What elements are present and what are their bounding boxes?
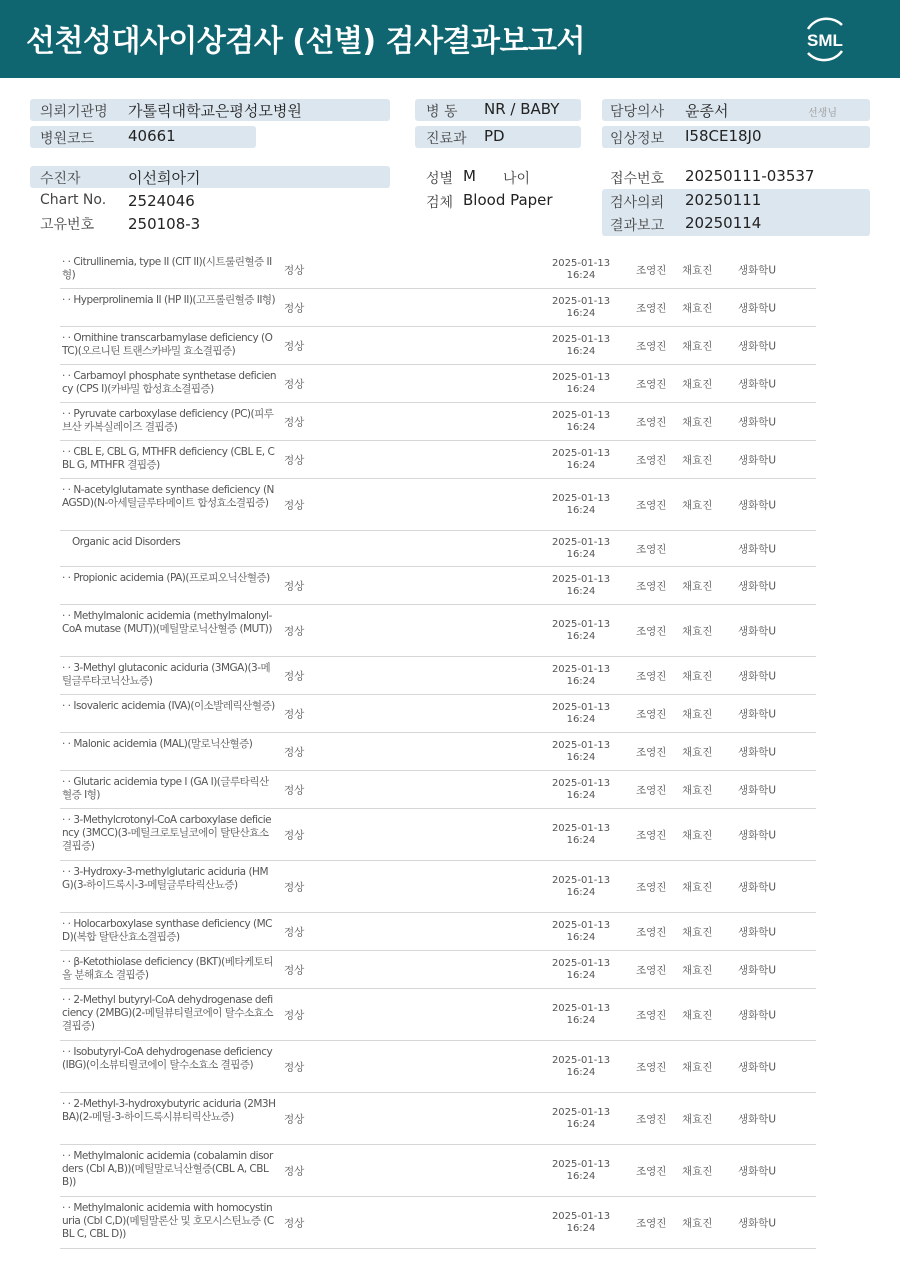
- test-result: 정상: [284, 1061, 305, 1073]
- test-time: 16:24: [566, 886, 596, 898]
- test-name: · · 3-Hydroxy-3-methylglutaric aciduria (HMG)(3-하이드록시-3-메틸글루타릭산뇨증): [62, 866, 269, 891]
- tester-name: 조영진: [636, 264, 667, 276]
- test-time: 16:24: [566, 789, 596, 801]
- test-datetime: [546, 574, 616, 598]
- test-datetime: [546, 493, 616, 517]
- verifier-name: 채효진: [682, 499, 713, 511]
- test-datetime: [546, 1055, 616, 1079]
- test-datetime: [546, 334, 616, 358]
- test-datetime: [546, 619, 616, 643]
- test-name: · · 3-Methylcrotonyl-CoA carboxylase deficiency (3MCC)(3-메틸크로토닐코에이 탈탄산효소 결핍증): [62, 814, 272, 852]
- test-date: 2025-01-13: [551, 822, 611, 834]
- lab-dept: 생화학U: [738, 926, 777, 938]
- tester-name: 조영진: [636, 378, 667, 390]
- test-result: 정상: [284, 926, 305, 938]
- table-row: [60, 531, 816, 567]
- test-time: 16:24: [566, 834, 596, 846]
- test-datetime: [546, 702, 616, 726]
- institution-value: 가톨릭대학교은평성모병원: [128, 102, 302, 120]
- test-result: 정상: [284, 340, 305, 352]
- test-date: 2025-01-13: [551, 957, 611, 969]
- test-result: 정상: [284, 670, 305, 682]
- verifier-name: 채효진: [682, 378, 713, 390]
- request-date-label: 검사의뢰: [610, 195, 665, 211]
- verifier-name: 채효진: [682, 1009, 713, 1021]
- hospital-code-value: 40661: [128, 127, 176, 145]
- tester-name: 조영진: [636, 1165, 667, 1177]
- tester-name: 조영진: [636, 416, 667, 428]
- tester-name: 조영진: [636, 340, 667, 352]
- test-result: 정상: [284, 708, 305, 720]
- table-row: [60, 567, 816, 605]
- unique-no-label: 고유번호: [40, 217, 95, 233]
- tester-name: 조영진: [636, 926, 667, 938]
- test-date: 2025-01-13: [551, 874, 611, 886]
- test-date: 2025-01-13: [551, 777, 611, 789]
- test-time: 16:24: [566, 585, 596, 597]
- report-date-value: 20250114: [685, 214, 762, 232]
- test-result: 정상: [284, 746, 305, 758]
- test-time: 16:24: [566, 751, 596, 763]
- test-time: 16:24: [566, 459, 596, 471]
- verifier-name: 채효진: [682, 416, 713, 428]
- lab-dept: 생화학U: [738, 964, 777, 976]
- table-row: [60, 1145, 816, 1197]
- test-datetime: [546, 823, 616, 847]
- test-datetime: [546, 372, 616, 396]
- table-row: [60, 403, 816, 441]
- test-time: 16:24: [566, 1066, 596, 1078]
- ward-label: 병 동: [426, 104, 458, 120]
- test-date: 2025-01-13: [551, 573, 611, 585]
- lab-dept: 생화학U: [738, 264, 777, 276]
- specimen-label: 검체: [426, 195, 454, 211]
- test-time: 16:24: [566, 1170, 596, 1182]
- table-row: [60, 657, 816, 695]
- table-row: [60, 479, 816, 531]
- tester-name: 조영진: [636, 302, 667, 314]
- test-name: · · Glutaric acidemia type I (GA I)(글루타릭산혈증 I형): [62, 776, 269, 801]
- test-datetime: [546, 258, 616, 282]
- test-datetime: [546, 1003, 616, 1027]
- test-date: 2025-01-13: [551, 618, 611, 630]
- sex-value: M: [463, 167, 476, 185]
- test-name: · · Holocarboxylase synthase deficiency (MCD)(복합 탈탄산효소결핍증): [62, 918, 273, 943]
- patient-box: [30, 166, 390, 188]
- table-row: [60, 441, 816, 479]
- doctor-value: 윤종서: [685, 102, 729, 120]
- test-datetime: [546, 1159, 616, 1183]
- test-result: 정상: [284, 784, 305, 796]
- table-row: [60, 861, 816, 913]
- test-name: · · Hyperprolinemia II (HP II)(고프롤린혈증 II형): [62, 294, 276, 306]
- chart-no-label: Chart No.: [40, 192, 107, 208]
- table-row: [60, 695, 816, 733]
- age-label: 나이: [503, 171, 531, 187]
- dept-label: 진료과: [426, 131, 467, 147]
- test-datetime: [546, 537, 616, 561]
- test-date: 2025-01-13: [551, 1054, 611, 1066]
- request-date-value: 20250111: [685, 191, 762, 209]
- verifier-name: 채효진: [682, 881, 713, 893]
- table-row: [60, 365, 816, 403]
- lab-dept: 생화학U: [738, 708, 777, 720]
- test-name: · · Ornithine transcarbamylase deficiency (OTC)(오르니틴 트랜스카바밀 효소결핍증): [62, 332, 273, 357]
- table-row: [60, 771, 816, 809]
- unique-no-value: 250108-3: [128, 215, 201, 233]
- test-time: 16:24: [566, 345, 596, 357]
- report-header: [0, 0, 900, 78]
- test-time: 16:24: [566, 504, 596, 516]
- test-date: 2025-01-13: [551, 447, 611, 459]
- test-name: Organic acid Disorders: [72, 536, 181, 548]
- test-date: 2025-01-13: [551, 492, 611, 504]
- report-title: 선천성대사이상검사 (선별) 검사결과보고서: [26, 24, 585, 59]
- test-name: · · β-Ketothiolase deficiency (BKT)(베타케토티올 분해효소 결핍증): [62, 956, 273, 981]
- results-table: [60, 251, 816, 1249]
- verifier-name: 채효진: [682, 302, 713, 314]
- tester-name: 조영진: [636, 543, 667, 555]
- verifier-name: 채효진: [682, 784, 713, 796]
- verifier-name: 채효진: [682, 580, 713, 592]
- test-date: 2025-01-13: [551, 295, 611, 307]
- test-time: 16:24: [566, 1118, 596, 1130]
- sex-label: 성별: [426, 171, 454, 187]
- table-row: [60, 1093, 816, 1145]
- tester-name: 조영진: [636, 580, 667, 592]
- receipt-no-label: 접수번호: [610, 171, 665, 187]
- test-date: 2025-01-13: [551, 333, 611, 345]
- tester-name: 조영진: [636, 964, 667, 976]
- table-row: [60, 951, 816, 989]
- lab-dept: 생화학U: [738, 625, 777, 637]
- test-name: · · Isovaleric acidemia (IVA)(이소발레릭산혈증): [62, 700, 275, 712]
- test-result: 정상: [284, 264, 305, 276]
- table-row: [60, 605, 816, 657]
- test-name: · · Malonic acidemia (MAL)(말로닉산혈증): [62, 738, 253, 750]
- logo-text: SML: [807, 31, 843, 50]
- verifier-name: 채효진: [682, 1061, 713, 1073]
- verifier-name: 채효진: [682, 829, 713, 841]
- test-time: 16:24: [566, 675, 596, 687]
- test-time: 16:24: [566, 269, 596, 281]
- test-name: · · Methylmalonic acidemia (cobalamin disorders (Cbl A,B))(메틸말로닉산혈증(CBL A, CBL B)): [62, 1150, 273, 1188]
- test-name: · · Methylmalonic acidemia (methylmalonyl-CoA mutase (MUT))(메틸말로닉산혈증 (MUT)): [62, 610, 272, 635]
- test-time: 16:24: [566, 1014, 596, 1026]
- test-date: 2025-01-13: [551, 739, 611, 751]
- test-name: · · CBL E, CBL G, MTHFR deficiency (CBL E, CBL G, MTHFR 결핍증): [62, 446, 275, 471]
- test-date: 2025-01-13: [551, 701, 611, 713]
- verifier-name: 채효진: [682, 264, 713, 276]
- test-name: · · Isobutyryl-CoA dehydrogenase deficiency (IBG)(이소뷰티릴코에이 탈수소효소 결핍증): [62, 1046, 273, 1071]
- table-row: [60, 989, 816, 1041]
- lab-dept: 생화학U: [738, 881, 777, 893]
- test-date: 2025-01-13: [551, 1158, 611, 1170]
- table-row: [60, 1197, 816, 1249]
- test-name: · · 2-Methyl butyryl-CoA dehydrogenase deficiency (2MBG)(2-메틸뷰티릴코에이 탈수소효소 결핍증): [62, 994, 273, 1032]
- test-time: 16:24: [566, 307, 596, 319]
- lab-dept: 생화학U: [738, 1009, 777, 1021]
- verifier-name: 채효진: [682, 964, 713, 976]
- lab-dept: 생화학U: [738, 1061, 777, 1073]
- institution-label: 의뢰기관명: [40, 104, 108, 120]
- test-datetime: [546, 875, 616, 899]
- lab-dept: 생화학U: [738, 746, 777, 758]
- verifier-name: 채효진: [682, 746, 713, 758]
- test-result: 정상: [284, 964, 305, 976]
- clinical-label: 임상정보: [610, 131, 665, 147]
- lab-dept: 생화학U: [738, 1113, 777, 1125]
- test-datetime: [546, 1211, 616, 1235]
- lab-dept: 생화학U: [738, 784, 777, 796]
- test-result: 정상: [284, 378, 305, 390]
- test-time: 16:24: [566, 713, 596, 725]
- test-result: 정상: [284, 416, 305, 428]
- lab-dept: 생화학U: [738, 543, 777, 555]
- test-result: 정상: [284, 829, 305, 841]
- test-name: · · N-acetylglutamate synthase deficiency (NAGSD)(N-아세틸글루타메이트 합성효소결핍증): [62, 484, 274, 509]
- verifier-name: 채효진: [682, 708, 713, 720]
- test-date: 2025-01-13: [551, 663, 611, 675]
- tester-name: 조영진: [636, 1113, 667, 1125]
- test-time: 16:24: [566, 630, 596, 642]
- test-name: · · Methylmalonic acidemia with homocystinuria (Cbl C,D)(메틸말론산 및 호모시스틴뇨증 (CBL C, CBL D)): [62, 1202, 274, 1240]
- test-date: 2025-01-13: [551, 409, 611, 421]
- test-result: 정상: [284, 499, 305, 511]
- lab-dept: 생화학U: [738, 302, 777, 314]
- test-datetime: [546, 410, 616, 434]
- receipt-no-value: 20250111-03537: [685, 167, 815, 185]
- verifier-name: 채효진: [682, 670, 713, 682]
- test-name: · · Pyruvate carboxylase deficiency (PC)(피루브산 카복실레이즈 결핍증): [62, 408, 274, 433]
- tester-name: 조영진: [636, 746, 667, 758]
- lab-dept: 생화학U: [738, 1165, 777, 1177]
- tester-name: 조영진: [636, 881, 667, 893]
- test-date: 2025-01-13: [551, 919, 611, 931]
- ward-value: NR / BABY: [484, 100, 560, 118]
- test-date: 2025-01-13: [551, 1210, 611, 1222]
- test-time: 16:24: [566, 969, 596, 981]
- lab-dept: 생화학U: [738, 829, 777, 841]
- dept-value: PD: [484, 127, 505, 145]
- patient-value: 이선희아기: [128, 169, 201, 187]
- test-date: 2025-01-13: [551, 536, 611, 548]
- tester-name: 조영진: [636, 708, 667, 720]
- hospital-code-label: 병원코드: [40, 131, 95, 147]
- tester-name: 조영진: [636, 784, 667, 796]
- report-date-label: 결과보고: [610, 218, 665, 234]
- tester-name: 조영진: [636, 454, 667, 466]
- test-datetime: [546, 920, 616, 944]
- tester-name: 조영진: [636, 1009, 667, 1021]
- table-row: [60, 913, 816, 951]
- specimen-value: Blood Paper: [463, 191, 553, 209]
- lab-dept: 생화학U: [738, 1217, 777, 1229]
- test-time: 16:24: [566, 931, 596, 943]
- verifier-name: 채효진: [682, 340, 713, 352]
- test-datetime: [546, 448, 616, 472]
- test-datetime: [546, 1107, 616, 1131]
- test-name: · · Citrullinemia, type II (CIT II)(시트룰린혈증 II형): [62, 256, 272, 281]
- test-datetime: [546, 664, 616, 688]
- test-result: 정상: [284, 1113, 305, 1125]
- tester-name: 조영진: [636, 625, 667, 637]
- table-row: [60, 289, 816, 327]
- verifier-name: 채효진: [682, 454, 713, 466]
- test-name: · · Propionic acidemia (PA)(프로피오닉산혈증): [62, 572, 270, 584]
- test-datetime: [546, 740, 616, 764]
- lab-dept: 생화학U: [738, 580, 777, 592]
- verifier-name: 채효진: [682, 1165, 713, 1177]
- test-result: 정상: [284, 625, 305, 637]
- patient-label: 수진자: [40, 171, 81, 187]
- lab-dept: 생화학U: [738, 499, 777, 511]
- verifier-name: 채효진: [682, 1113, 713, 1125]
- chart-no-value: 2524046: [128, 192, 195, 210]
- test-datetime: [546, 296, 616, 320]
- test-result: 정상: [284, 454, 305, 466]
- table-row: [60, 809, 816, 861]
- test-result: 정상: [284, 881, 305, 893]
- lab-dept: 생화학U: [738, 340, 777, 352]
- clinical-value: I58CE18J0: [685, 127, 762, 145]
- test-result: 정상: [284, 580, 305, 592]
- lab-dept: 생화학U: [738, 416, 777, 428]
- sml-logo-icon: [798, 13, 852, 65]
- test-time: 16:24: [566, 1222, 596, 1234]
- tester-name: 조영진: [636, 1061, 667, 1073]
- test-name: · · 2-Methyl-3-hydroxybutyric aciduria (2M3HBA)(2-메틸-3-하이드록시뷰티릭산뇨증): [62, 1098, 276, 1123]
- tester-name: 조영진: [636, 1217, 667, 1229]
- test-date: 2025-01-13: [551, 257, 611, 269]
- doctor-suffix: 선생님: [808, 108, 837, 119]
- test-result: 정상: [284, 302, 305, 314]
- lab-dept: 생화학U: [738, 670, 777, 682]
- table-row: [60, 1041, 816, 1093]
- tester-name: 조영진: [636, 499, 667, 511]
- verifier-name: 채효진: [682, 926, 713, 938]
- test-date: 2025-01-13: [551, 371, 611, 383]
- table-row: [60, 251, 816, 289]
- table-row: [60, 327, 816, 365]
- test-time: 16:24: [566, 548, 596, 560]
- test-name: · · Carbamoyl phosphate synthetase deficiency (CPS I)(카바밀 합성효소결핍증): [62, 370, 276, 395]
- test-name: · · 3-Methyl glutaconic aciduria (3MGA)(3-메틸글루타코닉산뇨증): [62, 662, 271, 687]
- test-date: 2025-01-13: [551, 1106, 611, 1118]
- test-result: 정상: [284, 1009, 305, 1021]
- tester-name: 조영진: [636, 829, 667, 841]
- verifier-name: 채효진: [682, 625, 713, 637]
- table-row: [60, 733, 816, 771]
- lab-dept: 생화학U: [738, 454, 777, 466]
- test-datetime: [546, 958, 616, 982]
- test-time: 16:24: [566, 421, 596, 433]
- doctor-label: 담당의사: [610, 104, 665, 120]
- test-date: 2025-01-13: [551, 1002, 611, 1014]
- tester-name: 조영진: [636, 670, 667, 682]
- test-result: 정상: [284, 1165, 305, 1177]
- lab-dept: 생화학U: [738, 378, 777, 390]
- test-time: 16:24: [566, 383, 596, 395]
- test-result: 정상: [284, 1217, 305, 1229]
- verifier-name: 채효진: [682, 1217, 713, 1229]
- test-datetime: [546, 778, 616, 802]
